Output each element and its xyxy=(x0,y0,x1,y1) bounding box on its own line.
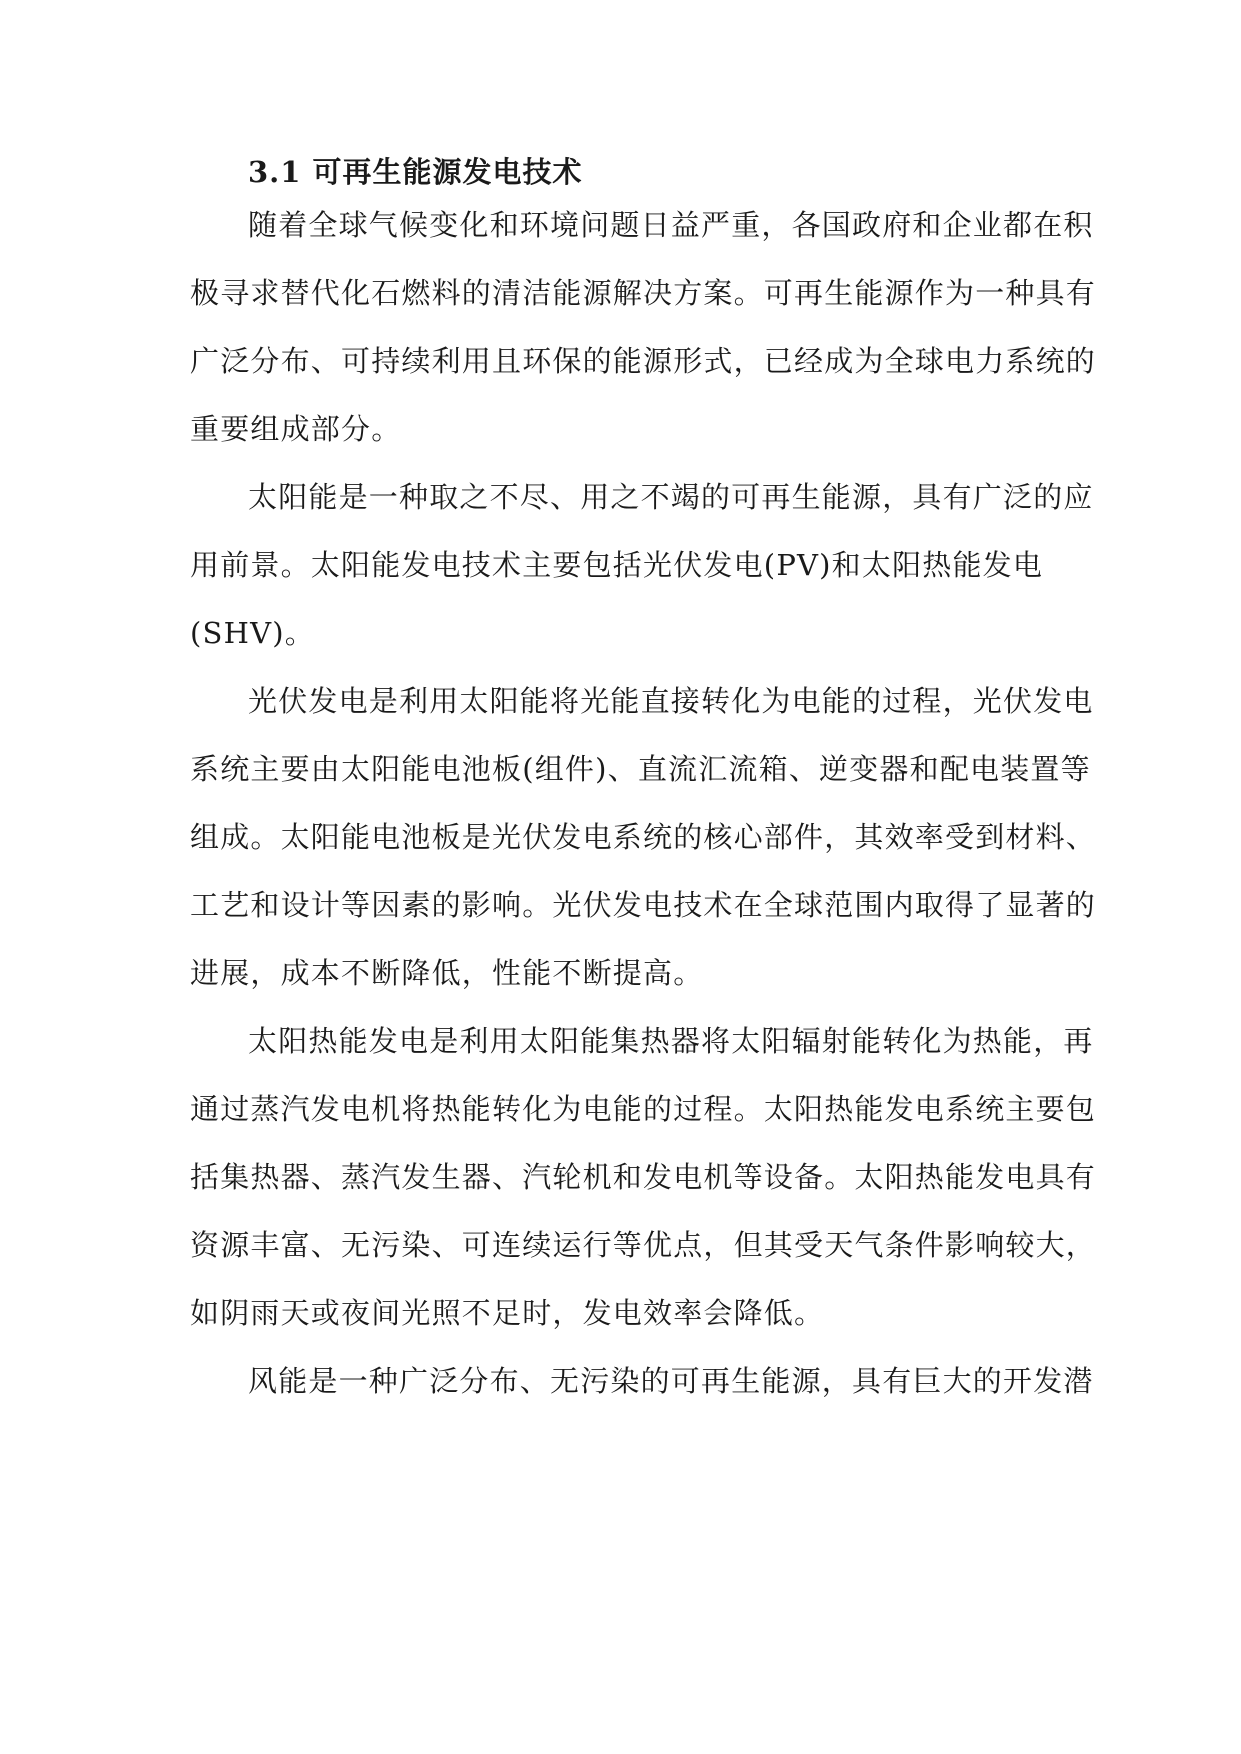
paragraph-4-line-4: 资源丰富、无污染、可连续运行等优点，但其受天气条件影响较大， xyxy=(190,1228,1097,1262)
paragraph-3-line-3: 组成。太阳能电池板是光伏发电系统的核心部件，其效率受到材料、 xyxy=(190,820,1097,854)
section-heading: 3.1 可再生能源发电技术 xyxy=(248,155,583,189)
paragraph-4-line-1: 太阳热能发电是利用太阳能集热器将太阳辐射能转化为热能，再 xyxy=(248,1024,1094,1058)
paragraph-5-line-1: 风能是一种广泛分布、无污染的可再生能源，具有巨大的开发潜 xyxy=(248,1364,1094,1398)
paragraph-2-line-2: 用前景。太阳能发电技术主要包括光伏发电(PV)和太阳热能发电 xyxy=(190,548,1044,582)
paragraph-3-line-5: 进展，成本不断降低，性能不断提高。 xyxy=(190,956,704,990)
paragraph-2-line-3: (SHV)。 xyxy=(190,616,315,650)
paragraph-4-line-5: 如阴雨天或夜间光照不足时，发电效率会降低。 xyxy=(190,1296,825,1330)
paragraph-3-line-1: 光伏发电是利用太阳能将光能直接转化为电能的过程，光伏发电 xyxy=(248,684,1094,718)
paragraph-4-line-3: 括集热器、蒸汽发生器、汽轮机和发电机等设备。太阳热能发电具有 xyxy=(190,1160,1097,1194)
paragraph-3-line-2: 系统主要由太阳能电池板(组件)、直流汇流箱、逆变器和配电装置等 xyxy=(190,752,1091,786)
paragraph-1-line-2: 极寻求替代化石燃料的清洁能源解决方案。可再生能源作为一种具有 xyxy=(190,276,1097,310)
paragraph-2-line-1: 太阳能是一种取之不尽、用之不竭的可再生能源，具有广泛的应 xyxy=(248,480,1094,514)
paragraph-3-line-4: 工艺和设计等因素的影响。光伏发电技术在全球范围内取得了显著的 xyxy=(190,888,1097,922)
paragraph-1-line-1: 随着全球气候变化和环境问题日益严重，各国政府和企业都在积 xyxy=(248,208,1094,242)
paragraph-4-line-2: 通过蒸汽发电机将热能转化为电能的过程。太阳热能发电系统主要包 xyxy=(190,1092,1097,1126)
paragraph-1-line-3: 广泛分布、可持续利用且环保的能源形式，已经成为全球电力系统的 xyxy=(190,344,1097,378)
paragraph-1-line-4: 重要组成部分。 xyxy=(190,412,402,446)
